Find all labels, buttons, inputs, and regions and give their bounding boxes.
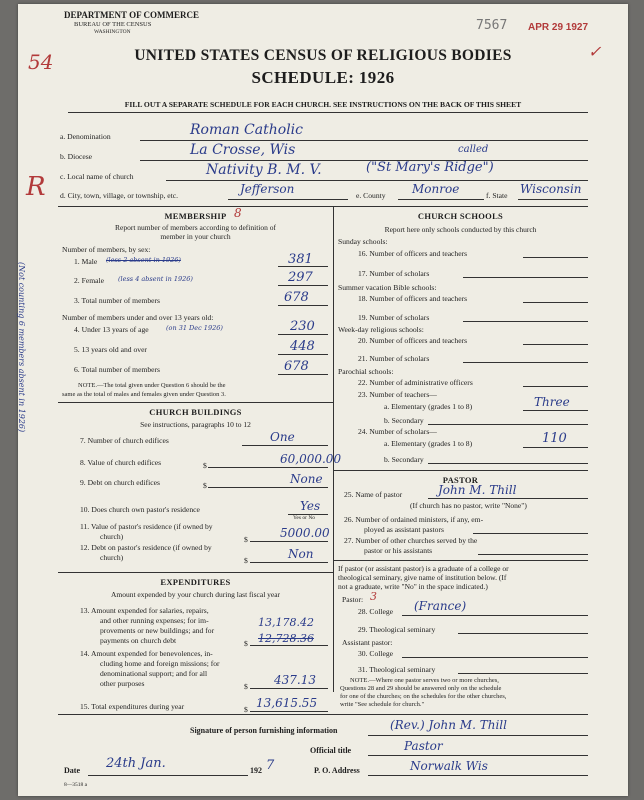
assistant-count-label-2: ployed as assistant pastors: [364, 525, 444, 534]
pastor-name-note: (If church has no pastor, write "None"): [410, 501, 527, 510]
assistant-count-label-1: 26. Number of ordained ministers, if any, em-: [344, 515, 484, 524]
weekday-officers-line: [523, 344, 588, 345]
membership-intro-2: member in your church: [160, 232, 231, 241]
graduate-note-1: If pastor (or assistant pastor) is a graduate of a college or: [338, 564, 509, 573]
scholars-elementary-line: [523, 447, 588, 448]
over-13-line: [278, 354, 328, 355]
pastor-subdivider: [333, 560, 588, 561]
edifices-count-label: 7. Number of church edifices: [80, 436, 169, 445]
over-13-label: 5. 13 years old and over: [74, 345, 147, 354]
margin-r-mark: R: [26, 172, 46, 202]
benevolences-value: 437.13: [274, 673, 316, 687]
total-expenditures-line: [250, 711, 328, 712]
summer-schools-label: Summer vacation Bible schools:: [338, 283, 437, 292]
county-value: Monroe: [412, 182, 460, 196]
pastor-college-label: 28. College: [358, 607, 394, 616]
under-13-line: [278, 334, 328, 335]
denomination-line: [140, 140, 588, 141]
diocese-label: b. Diocese: [60, 152, 93, 161]
other-churches-line: [478, 554, 588, 555]
weekday-officers-label: 20. Number of officers and teachers: [358, 336, 468, 345]
sunday-officers-line: [523, 257, 588, 258]
running-expenses-label-3: provements or new buildings; and for: [100, 626, 215, 635]
teachers-label: 23. Number of teachers—: [358, 390, 437, 399]
edifices-value-line: [208, 467, 328, 468]
header-divider: [68, 112, 588, 113]
other-churches-label-1: 27. Number of other churches served by the: [344, 536, 478, 545]
residence-value-currency: $: [244, 535, 248, 544]
running-expenses-value-2: 12,728.36: [258, 632, 314, 645]
form-instruction: FILL OUT A SEPARATE SCHEDULE FOR EACH CHURCH. SEE INSTRUCTIONS ON THE BACK OF THIS SHEET: [124, 100, 522, 109]
schedule-title: SCHEDULE: 1926: [251, 68, 395, 87]
date-line: [88, 775, 248, 776]
benevolences-label-4: other purposes: [100, 679, 145, 688]
official-title-label: Official title: [310, 746, 352, 755]
total-by-age-line: [278, 374, 328, 375]
pastor-heading: PASTOR: [442, 475, 479, 485]
assistant-college-label: 30. College: [358, 649, 394, 658]
membership-note-2: same as the total of males and females given under Question 3.: [62, 391, 226, 398]
edifices-count-line: [242, 445, 328, 446]
teachers-elementary-value: Three: [534, 395, 570, 409]
form-title: UNITED STATES CENSUS OF RELIGIOUS BODIES: [134, 47, 512, 64]
membership-note-1: NOTE.—The total given under Question 6 should be the: [78, 382, 226, 389]
running-expenses-currency: $: [244, 639, 248, 648]
official-title-value: Pastor: [404, 739, 443, 753]
place-value: Jefferson: [240, 182, 295, 196]
male-label: 1. Male: [74, 257, 98, 266]
place-line: [228, 199, 348, 200]
residence-debt-line: [250, 562, 328, 563]
assistant-education-label: Assistant pastor:: [342, 638, 393, 647]
total-expenditures-currency: $: [244, 705, 248, 714]
expenditures-heading: EXPENDITURES: [160, 577, 231, 587]
census-schedule-page: [18, 4, 628, 796]
total-expenditures-label: 15. Total expenditures during year: [80, 702, 185, 711]
buildings-subheading: See instructions, paragraphs 10 to 12: [140, 420, 251, 429]
residence-debt-value: Non: [288, 547, 314, 561]
section-top-divider: [58, 206, 588, 207]
assistant-seminary-label: 31. Theological seminary: [358, 665, 436, 674]
under-13-note: (on 31 Dec 1926): [166, 324, 223, 332]
teachers-secondary-line: [428, 424, 588, 425]
pastor-note-4: write "See schedule for church.": [340, 701, 425, 708]
column-divider: [333, 206, 334, 692]
female-value: 297: [288, 270, 313, 285]
total-members-value: 678: [284, 290, 309, 305]
sunday-scholars-line: [463, 277, 588, 278]
residence-value-label-2: church): [100, 532, 124, 541]
schools-divider: [333, 470, 588, 471]
summer-scholars-line: [463, 321, 588, 322]
denomination-value: Roman Catholic: [190, 122, 303, 138]
admin-officers-line: [523, 386, 588, 387]
graduate-note-3: not a graduate, write "No" in the space indicated.): [338, 582, 488, 591]
under-13-label: 4. Under 13 years of age: [74, 325, 149, 334]
denomination-label: a. Denomination: [60, 132, 111, 141]
total-by-age-value: 678: [284, 359, 309, 374]
expenditures-subheading: Amount expended by your church during last fiscal year: [110, 590, 281, 599]
local-name-alias: ("St Mary's Ridge"): [366, 160, 494, 175]
local-name-value: Nativity B. M. V.: [206, 162, 322, 178]
received-date-stamp: APR 29 1927: [528, 22, 589, 33]
teachers-secondary-label: b. Secondary: [384, 416, 424, 425]
local-name-label: c. Local name of church: [60, 172, 134, 181]
sunday-officers-label: 16. Number of officers and teachers: [358, 249, 468, 258]
owns-residence-hint: Yes or No: [293, 515, 316, 521]
over-13-value: 448: [290, 339, 315, 354]
residence-debt-label-2: church): [100, 553, 124, 562]
pastor-name-line: [428, 498, 588, 499]
total-expenditures-value: 13,615.55: [256, 696, 318, 710]
assistant-college-line: [402, 657, 588, 658]
teachers-elementary-line: [523, 410, 588, 411]
state-line: [518, 199, 588, 200]
state-label: f. State: [486, 191, 508, 200]
diocese-value: La Crosse, Wis: [190, 142, 296, 158]
benevolences-label-1: 14. Amount expended for benevolences, in-: [80, 649, 213, 658]
summer-officers-line: [523, 302, 588, 303]
scholars-elementary-label: a. Elementary (grades 1 to 8): [384, 439, 473, 448]
buildings-heading: CHURCH BUILDINGS: [149, 407, 242, 417]
schools-heading: CHURCH SCHOOLS: [417, 211, 504, 221]
membership-intro-1: Report number of members according to definition of: [115, 223, 276, 232]
membership-divider: [58, 402, 333, 403]
running-expenses-label-4: payments on church debt: [100, 636, 177, 645]
edifices-value-label: 8. Value of church edifices: [80, 458, 162, 467]
edifices-debt-currency: $: [203, 481, 207, 490]
pastor-note-3: for one of the churches; on the schedules for the other churches,: [340, 693, 507, 700]
pastor-name-label: 25. Name of pastor: [344, 490, 403, 499]
date-value: 24th Jan.: [106, 756, 166, 771]
running-expenses-line: [250, 645, 328, 646]
signature-line: [368, 735, 588, 736]
po-address-label: P. O. Address: [314, 766, 360, 775]
pastor-note-1: NOTE.—Where one pastor serves two or more churches,: [350, 677, 499, 684]
scholars-label: 24. Number of scholars—: [358, 427, 437, 436]
edifices-value-currency: $: [203, 461, 207, 470]
year-prefix: 192: [250, 766, 262, 775]
weekday-schools-label: Week-day religious schools:: [338, 325, 424, 334]
pastor-college-value: (France): [414, 599, 467, 613]
female-note: (less 4 absent in 1926): [118, 275, 193, 283]
benevolences-currency: $: [244, 682, 248, 691]
scholars-elementary-value: 110: [542, 431, 567, 446]
pastor-education-check: 3: [370, 590, 377, 603]
sunday-scholars-label: 17. Number of scholars: [358, 269, 430, 278]
pastor-education-label: Pastor:: [342, 595, 364, 604]
margin-number: 54: [28, 50, 54, 74]
scholars-secondary-label: b. Secondary: [384, 455, 424, 464]
pastor-name-value: John M. Thill: [438, 483, 517, 497]
graduate-note-2: theological seminary, give name of institution below. (If: [338, 573, 507, 582]
pastor-college-line: [402, 615, 588, 616]
membership-check: 8: [234, 206, 242, 220]
pastor-seminary-label: 29. Theological seminary: [358, 625, 436, 634]
residence-debt-label-1: 12. Debt on pastor's residence (if owned by: [80, 543, 212, 552]
bureau-name: BUREAU OF THE CENSUS: [74, 21, 152, 28]
county-label: e. County: [356, 191, 386, 200]
running-expenses-label-2: and other running expenses; for im-: [100, 616, 209, 625]
stamp-number: 7567: [476, 18, 508, 33]
place-label: d. City, town, village, or township, etc.: [60, 191, 179, 200]
form-number: 8—3518 a: [64, 782, 88, 788]
benevolences-line: [250, 688, 328, 689]
other-churches-label-2: pastor or his assistants: [364, 546, 433, 555]
female-line: [278, 285, 328, 286]
female-label: 2. Female: [74, 276, 104, 285]
weekday-scholars-line: [463, 362, 588, 363]
members-by-age-label: Number of members under and over 13 years old:: [62, 313, 214, 322]
residence-value-line: [250, 541, 328, 542]
residence-value-label-1: 11. Value of pastor's residence (if owned by: [80, 522, 213, 531]
parochial-schools-label: Parochial schools:: [338, 367, 394, 376]
check-mark: ✓: [588, 42, 602, 61]
running-expenses-value: 13,178.42: [258, 616, 314, 629]
residence-value-value: 5000.00: [280, 526, 330, 540]
scholars-secondary-line: [428, 463, 588, 464]
admin-officers-label: 22. Number of administrative officers: [358, 378, 473, 387]
membership-side-note: (Not counting 6 members absent in 1926): [17, 262, 26, 433]
local-name-called: called: [458, 144, 489, 155]
pastor-note-2: Questions 28 and 29 should be answered only on the schedule: [340, 685, 502, 692]
schools-subheading: Report here only schools conducted by this church: [384, 225, 537, 234]
members-by-sex-label: Number of members, by sex:: [62, 245, 151, 254]
male-value: 381: [288, 252, 313, 267]
bureau-city: WASHINGTON: [94, 29, 131, 35]
weekday-scholars-label: 21. Number of scholars: [358, 354, 430, 363]
signature-label: Signature of person furnishing information: [190, 726, 338, 735]
owns-residence-value: Yes: [300, 499, 321, 513]
summer-scholars-label: 19. Number of scholars: [358, 313, 430, 322]
date-label: Date: [64, 766, 80, 775]
po-address-line: [368, 775, 588, 776]
benevolences-label-3: denominational support; and for all: [100, 669, 208, 678]
residence-debt-currency: $: [244, 556, 248, 565]
assistant-seminary-line: [458, 673, 588, 674]
buildings-divider: [58, 572, 333, 573]
owns-residence-label: 10. Does church own pastor's residence: [80, 505, 200, 514]
county-line: [398, 199, 484, 200]
diocese-line: [140, 160, 588, 161]
edifices-debt-label: 9. Debt on church edifices: [80, 478, 160, 487]
assistant-count-line: [473, 533, 588, 534]
state-value: Wisconsin: [520, 182, 582, 196]
edifices-count-value: One: [270, 430, 295, 444]
membership-heading: MEMBERSHIP: [164, 211, 227, 221]
pastor-seminary-line: [458, 633, 588, 634]
total-members-label: 3. Total number of members: [74, 296, 161, 305]
department-name: DEPARTMENT OF COMMERCE: [64, 10, 200, 20]
running-expenses-label-1: 13. Amount expended for salaries, repairs,: [80, 606, 209, 615]
total-by-age-label: 6. Total number of members: [74, 365, 161, 374]
sunday-schools-label: Sunday schools:: [338, 237, 388, 246]
edifices-debt-line: [208, 487, 328, 488]
teachers-elementary-label: a. Elementary (grades 1 to 8): [384, 402, 473, 411]
footer-divider: [58, 714, 588, 715]
benevolences-label-2: cluding home and foreign missions; for: [100, 659, 220, 668]
year-value: 7: [266, 758, 275, 773]
local-name-line: [166, 180, 588, 181]
summer-officers-label: 18. Number of officers and teachers: [358, 294, 468, 303]
under-13-value: 230: [290, 319, 315, 334]
signature-value: (Rev.) John M. Thill: [390, 718, 507, 732]
official-title-line: [368, 755, 588, 756]
po-address-value: Norwalk Wis: [410, 759, 488, 773]
edifices-debt-value: None: [290, 472, 323, 486]
edifices-value-value: 60,000.00: [280, 452, 342, 466]
total-members-line: [278, 305, 328, 306]
male-note: (less 2 absent in 1926): [106, 256, 181, 264]
